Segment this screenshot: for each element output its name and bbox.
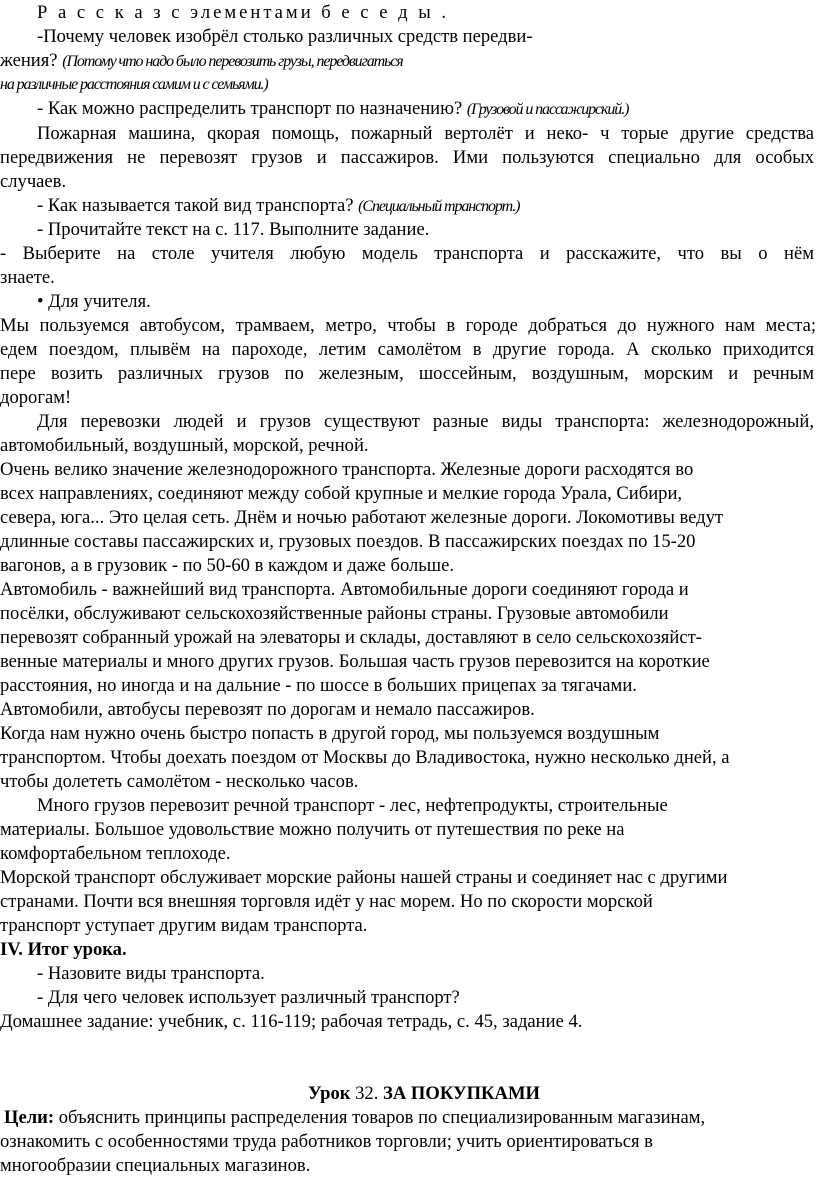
lesson-word: Урок xyxy=(308,1083,356,1104)
paragraph-line: материалы. Большое удовольствие можно получить от путешествия по реке на xyxy=(0,819,625,840)
question-line: -Почему человек изобрёл столько различных средств передви- xyxy=(37,26,533,47)
task-line: - Выберите на столе учителя любую модель транспорта и расскажите, что вы о нём xyxy=(0,243,814,264)
answer-italic: (Специальный транспорт.) xyxy=(358,198,520,215)
paragraph-line: дорогам! xyxy=(0,387,72,408)
answer-italic: (Потому что надо было перевозить грузы, передвигаться xyxy=(62,53,403,70)
lesson-topic: ЗА ПОКУПКАМИ xyxy=(383,1083,540,1104)
goals-line: ознакомить с особенностями труда работников торговли; учить ориентироваться в xyxy=(0,1131,653,1152)
paragraph-line: Для перевозки людей и грузов существуют разные виды транспорта: железнодорожный, xyxy=(37,411,814,432)
goals-text: объяснить принципы распределения товаров по специализированным магазинам, xyxy=(54,1107,706,1128)
question-text: - Как называется такой вид транспорта? xyxy=(37,195,359,216)
paragraph-line: транспорт уступает другим видам транспорта. xyxy=(0,915,368,936)
paragraph-line: транспортом. Чтобы доехать поездом от Москвы до Владивостока, нужно несколько дней, а xyxy=(0,747,730,768)
paragraph-line: комфортабельном теплоходе. xyxy=(0,843,231,864)
paragraph-line: автомобильный, воздушный, морской, речной. xyxy=(0,435,369,456)
teacher-note-heading: • Для учителя. xyxy=(37,291,151,312)
paragraph-line: длинные составы пассажирских и, грузовых поездов. В пассажирских поездах по 15-20 xyxy=(0,531,696,552)
paragraph-line: странами. Почти вся внешняя торговля идёт у нас морем. Но по скорости морской xyxy=(0,891,653,912)
paragraph-line: венные материалы и много других грузов. Большая часть грузов перевозится на короткие xyxy=(0,651,710,672)
goals-line xyxy=(4,1107,705,1131)
story-heading: Р а с с к а з с элементами б е с е д ы . xyxy=(37,2,449,23)
paragraph-line: севера, юга... Это целая сеть. Днём и ночью работают железные дороги. Локомотивы ведут xyxy=(0,507,724,528)
lesson-number: 32. xyxy=(355,1083,384,1104)
task-line: - Прочитайте текст на с. 117. Выполните задание. xyxy=(37,219,430,240)
section-heading: IV. Итог урока. xyxy=(0,939,127,960)
paragraph-line: чтобы долететь самолётом - несколько часов. xyxy=(0,771,359,792)
paragraph-line: всех направлениях, соединяют между собой крупные и мелкие города Урала, Сибири, xyxy=(0,483,683,504)
paragraph-line: Морской транспорт обслуживает морские районы нашей страны и соединяет нас с другими xyxy=(0,867,728,888)
answer-italic-line: на различные расстояния самим и с семьями.) xyxy=(0,76,268,93)
paragraph-line: вагонов, а в грузовик - по 50-60 в каждом и даже больше. xyxy=(0,555,454,576)
lesson-title xyxy=(308,1083,540,1107)
question-text: жения? xyxy=(0,50,63,71)
goals-line: многообразии специальных магазинов. xyxy=(0,1155,311,1176)
answer-line xyxy=(0,50,403,74)
paragraph-line: Мы пользуемся автобусом, трамваем, метро, чтобы в городе добраться до нужного нам места; xyxy=(0,315,816,336)
paragraph-line: Пожарная машина, qкорая помощь, пожарный вертолёт и неко- ч торые другие средства xyxy=(37,123,814,144)
paragraph-line: расстояния, но иногда и на дальние - по шоссе в больших прицепах за тягачами. xyxy=(0,675,637,696)
paragraph-line: случаев. xyxy=(0,171,67,192)
answer-italic: (Грузовой и пассажирский.) xyxy=(466,101,629,118)
question-text: - Как можно распределить транспорт по назначению? xyxy=(37,98,467,119)
task-line: знаете. xyxy=(0,267,55,288)
question-line xyxy=(37,98,628,122)
paragraph-line: Очень велико значение железнодорожного транспорта. Железные дороги расходятся во xyxy=(0,459,694,480)
paragraph-line: перевозят собранный урожай на элеваторы и склады, доставляют в село сельскохозяйст- xyxy=(0,627,702,648)
question-line xyxy=(37,195,519,219)
goals-label: Цели: xyxy=(4,1107,55,1128)
paragraph-line: едем поездом, плывём на пароходе, летим самолётом в другие города. А сколько приходится xyxy=(0,339,814,360)
paragraph-line: пере возить различных грузов по железным, шоссейным, воздушным, морским и речным xyxy=(0,363,814,384)
paragraph-line: передвижения не перевозят грузов и пассажиров. Ими пользуются специально для особых xyxy=(0,147,814,168)
paragraph-line: Много грузов перевозит речной транспорт - лес, нефтепродукты, строительные xyxy=(37,795,668,816)
homework-line: Домашнее задание: учебник, с. 116-119; рабочая тетрадь, с. 45, задание 4. xyxy=(0,1011,583,1032)
paragraph-line: Когда нам нужно очень быстро попасть в другой город, мы пользуемся воздушным xyxy=(0,723,660,744)
paragraph-line: Автомобили, автобусы перевозят по дорогам и немало пассажиров. xyxy=(0,699,535,720)
paragraph-line: Автомобиль - важнейший вид транспорта. Автомобильные дороги соединяют города и xyxy=(0,579,689,600)
question-line: - Для чего человек использует различный транспорт? xyxy=(37,987,460,1008)
paragraph-line: посёлки, обслуживают сельскохозяйственные районы страны. Грузовые автомобили xyxy=(0,603,669,624)
question-line: - Назовите виды транспорта. xyxy=(37,963,265,984)
